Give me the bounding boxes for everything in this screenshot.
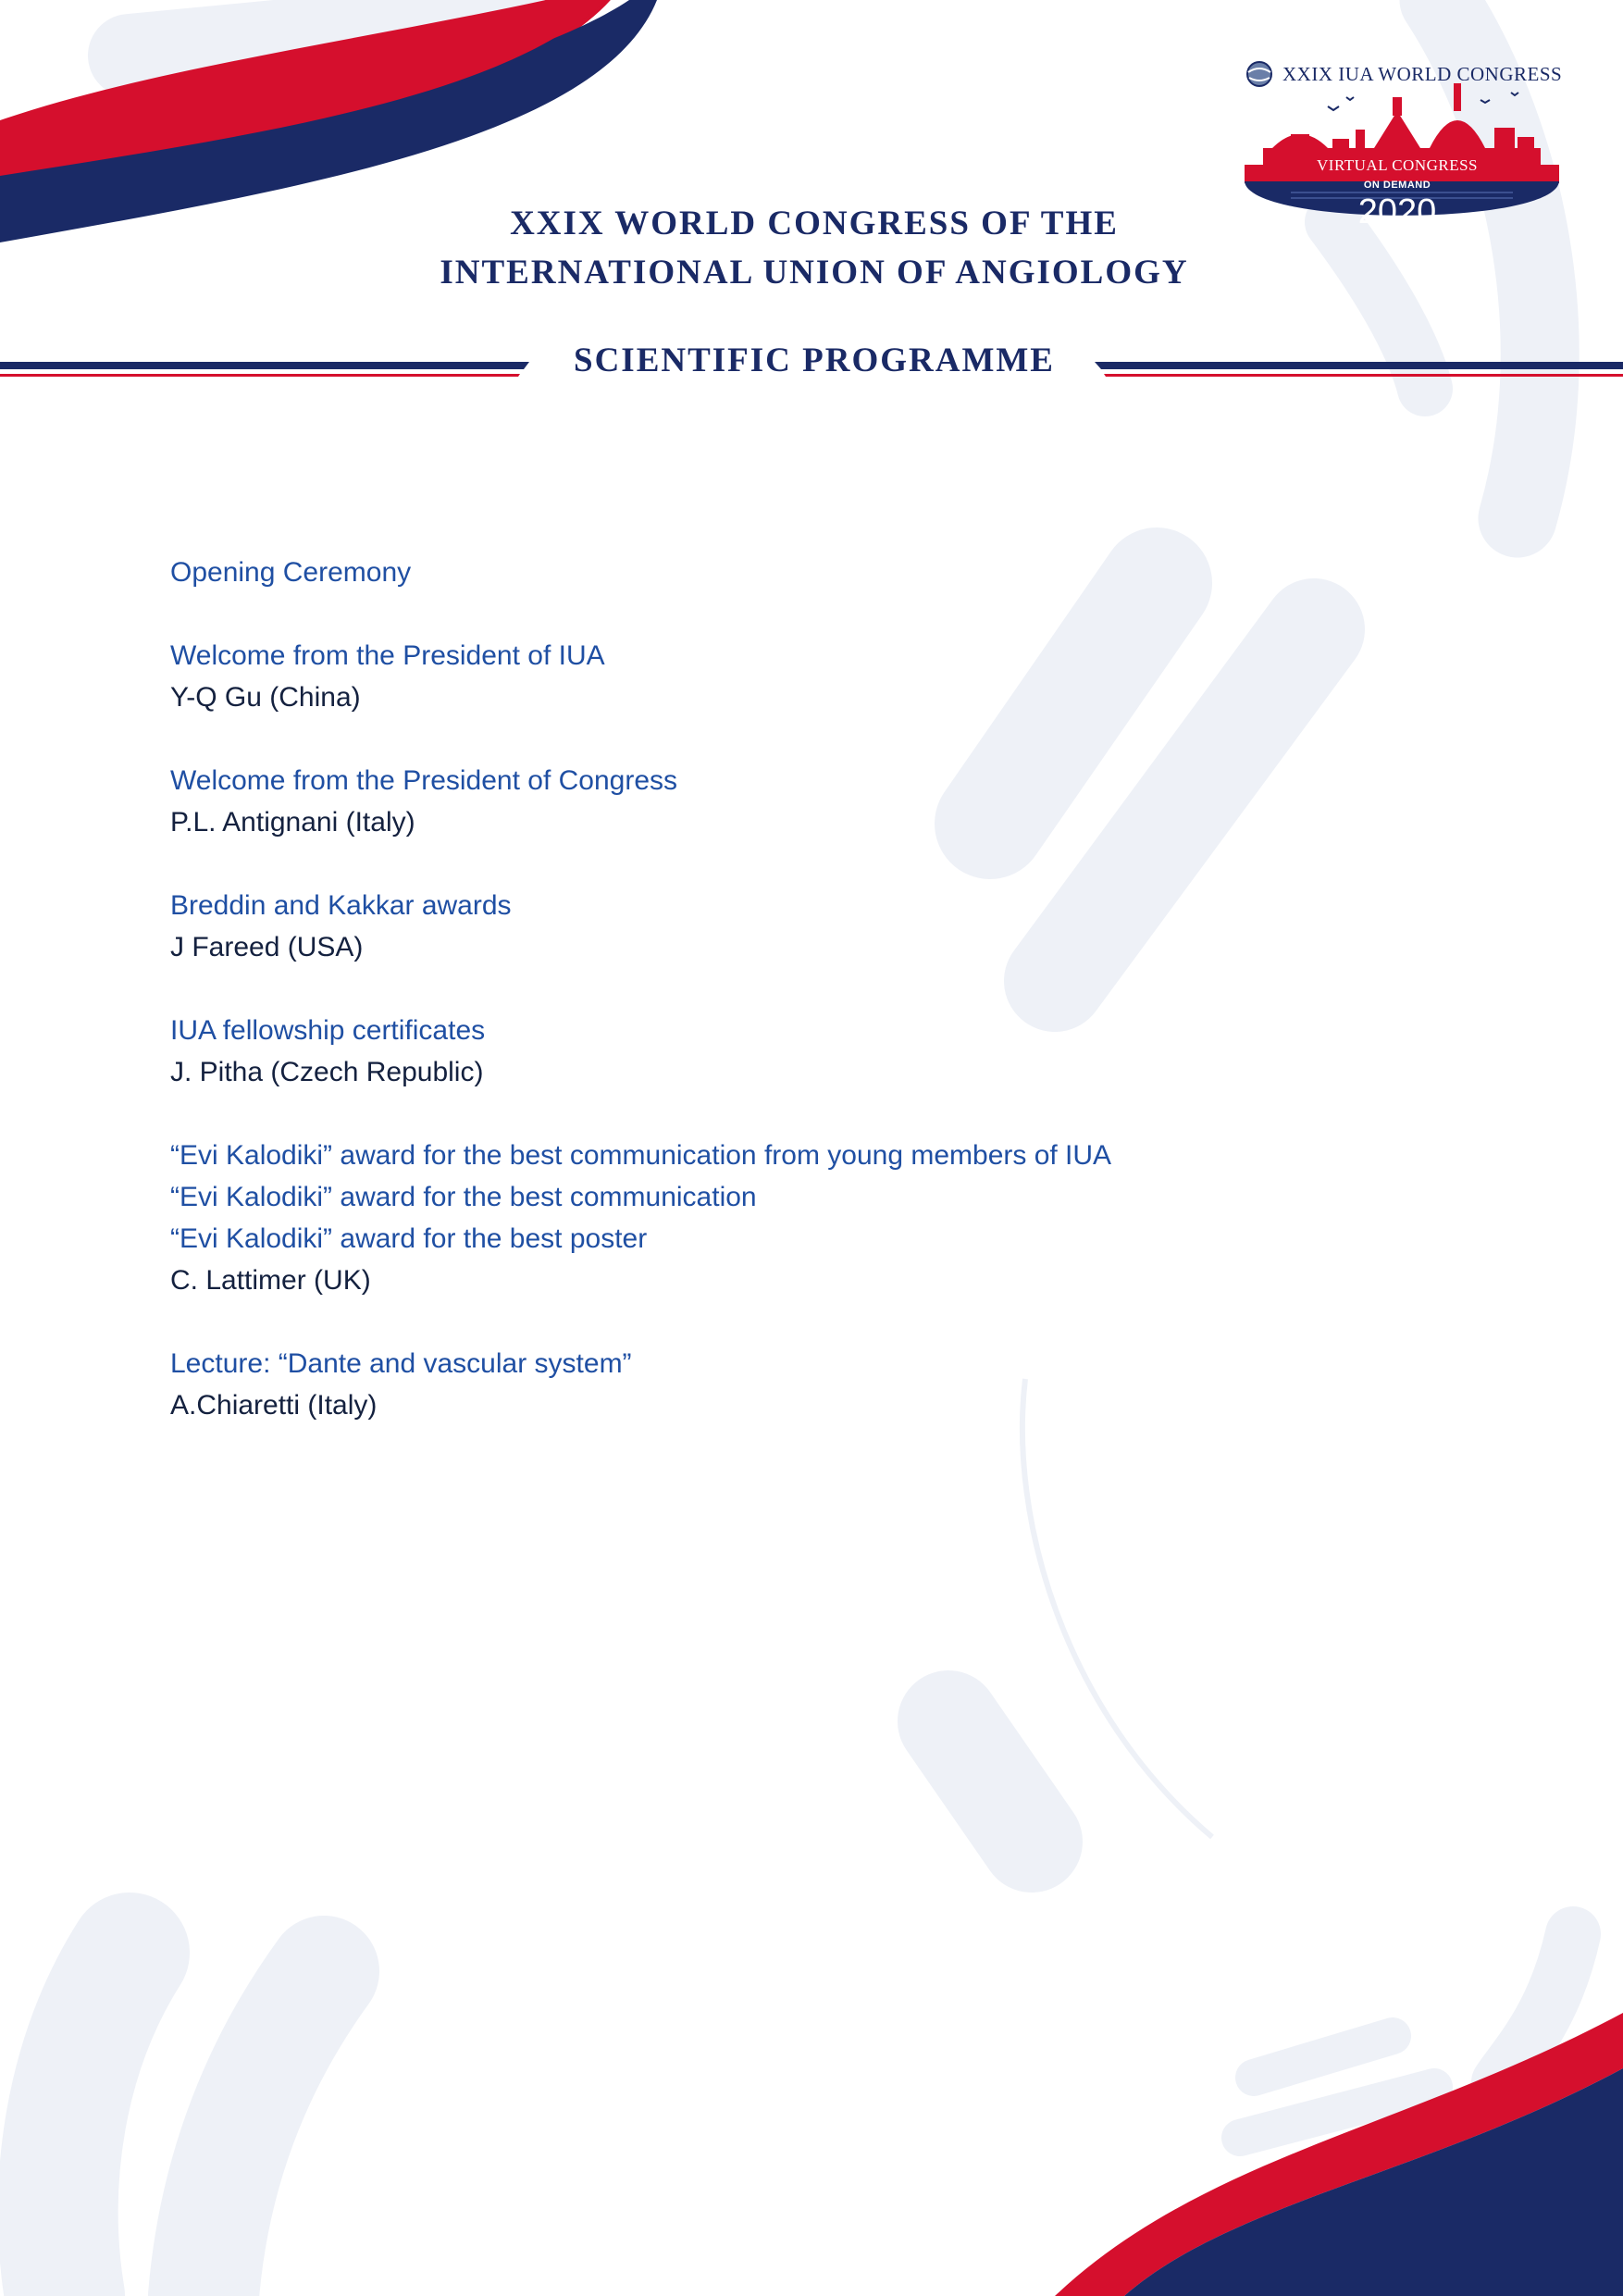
programme-entry xyxy=(170,1343,1466,1426)
programme-entry xyxy=(170,1135,1466,1301)
page-subtitle: SCIENTIFIC PROGRAMME xyxy=(574,341,1055,379)
programme-entry xyxy=(170,635,1466,718)
entry-title: Breddin and Kakkar awards xyxy=(170,890,512,921)
entry-title: Opening Ceremony xyxy=(170,557,412,588)
entry-speaker: C. Lattimer (UK) xyxy=(170,1265,371,1296)
logo-title: XXIX IUA WORLD CONGRESS xyxy=(1282,63,1563,85)
entry-speaker: P.L. Antignani (Italy) xyxy=(170,807,415,838)
entry-speaker: A.Chiaretti (Italy) xyxy=(170,1390,378,1421)
programme-entry xyxy=(170,885,1466,968)
entry-title: “Evi Kalodiki” award for the best communication from young members of IUA xyxy=(170,1140,1112,1171)
programme-list xyxy=(170,552,1466,1468)
entry-speaker: J. Pitha (Czech Republic) xyxy=(170,1057,484,1087)
entry-speaker: Y-Q Gu (China) xyxy=(170,682,361,713)
entry-title: “Evi Kalodiki” award for the best poster xyxy=(170,1223,648,1254)
entry-title: Lecture: “Dante and vascular system” xyxy=(170,1348,632,1379)
logo-virtual-label: VIRTUAL CONGRESS xyxy=(1317,156,1478,174)
programme-entry xyxy=(170,760,1466,843)
entry-title: Welcome from the President of IUA xyxy=(170,640,605,671)
page-title-line-1: XXIX WORLD CONGRESS OF THE xyxy=(510,205,1119,242)
programme-entry xyxy=(170,1010,1466,1093)
entry-speaker: J Fareed (USA) xyxy=(170,932,364,962)
entry-title: Welcome from the President of Congress xyxy=(170,765,678,796)
entry-title: “Evi Kalodiki” award for the best communication xyxy=(170,1182,757,1212)
programme-entry xyxy=(170,552,1466,593)
page-title-line-2: INTERNATIONAL UNION OF ANGIOLOGY xyxy=(440,254,1189,292)
entry-title: IUA fellowship certificates xyxy=(170,1015,486,1046)
logo-year: 2020 xyxy=(1357,192,1437,231)
logo-on-demand-label: ON DEMAND xyxy=(1363,180,1431,191)
page-title xyxy=(333,199,1295,297)
